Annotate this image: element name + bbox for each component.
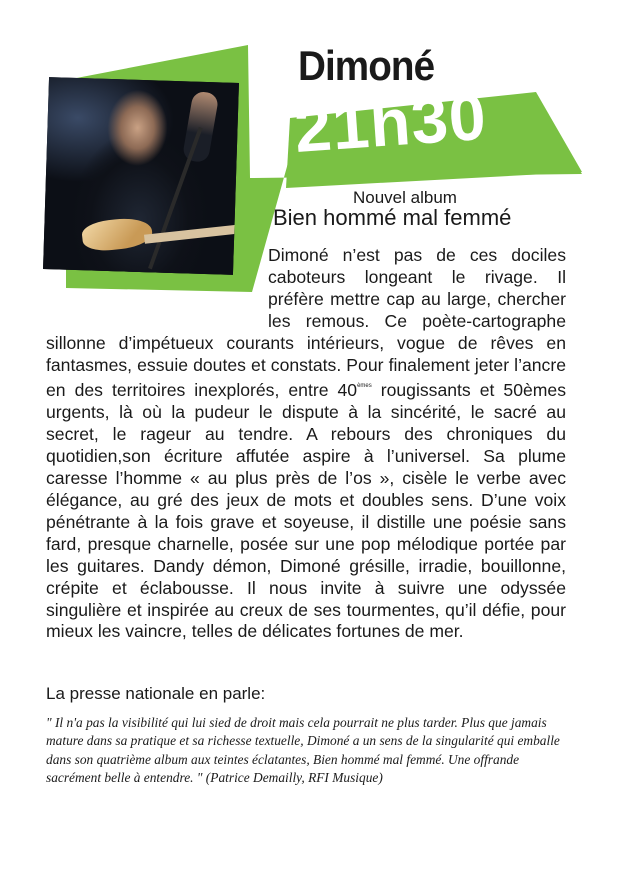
album-subtitle: Nouvel album (353, 188, 457, 207)
description-superscript: èmes (357, 383, 372, 390)
artist-description (46, 245, 566, 643)
album-title: Bien hommé mal femmé (273, 205, 512, 230)
press-heading: La presse nationale en parle: (46, 684, 266, 703)
photo-wrap-spacer (46, 245, 268, 311)
artist-name: Dimoné (298, 42, 435, 89)
press-quote: " Il n'a pas la visibilité qui lui sied de droit mais cela pourrait ne plus tarder. Plus que jamais mature dans sa pratique et sa richesse textuelle, Dimoné a un sens de la singularité qui emballe dans son quatrième album aux teintes éclatantes, Bien hommé mal femmé. Une offrande sacrément belle à entendre. " (Patrice Demailly, RFI Musique) (46, 715, 560, 785)
description-part-1: Dimoné n’est pas de ces dociles caboteurs longeant le rivage. Il préfère mettre cap au large, chercher les remous. Ce poète-cartographe sillonne d’impétueux courants intérieurs, vogue de rêves en fantasmes, essuie doutes et constats. Pour finalement jeter l’ancre en des territoires inexplorés, entre 40 (46, 245, 566, 401)
description-part-2: rougissants et 50èmes urgents, là où la pudeur le dispute à la sincérité, le sacré au secret, le rageur au tendre. A rebours des chroniques du quotidien,son écriture affutée aspire à l’universel. Sa plume caresse l’homme « au plus près de l’os », cisèle le verbe avec élégance, au gré des jeux de mots et doubles sens. D’une voix pénétrante à la fois grave et soyeuse, il distille une poésie sans fard, presque charnelle, posée sur une pop mélodique portée par les guitares. Dandy démon, Dimoné grésille, irradie, bouillonne, crépite et éclabousse. Il nous invite à suivre une odyssée singulière et inspirée au creux de ses tourmentes, qu’il défie, pour mieux les vaincre, telles de délicates fortunes de mer. (46, 380, 566, 642)
guitar-neck (144, 225, 239, 244)
show-time: 21h30 (292, 78, 489, 166)
